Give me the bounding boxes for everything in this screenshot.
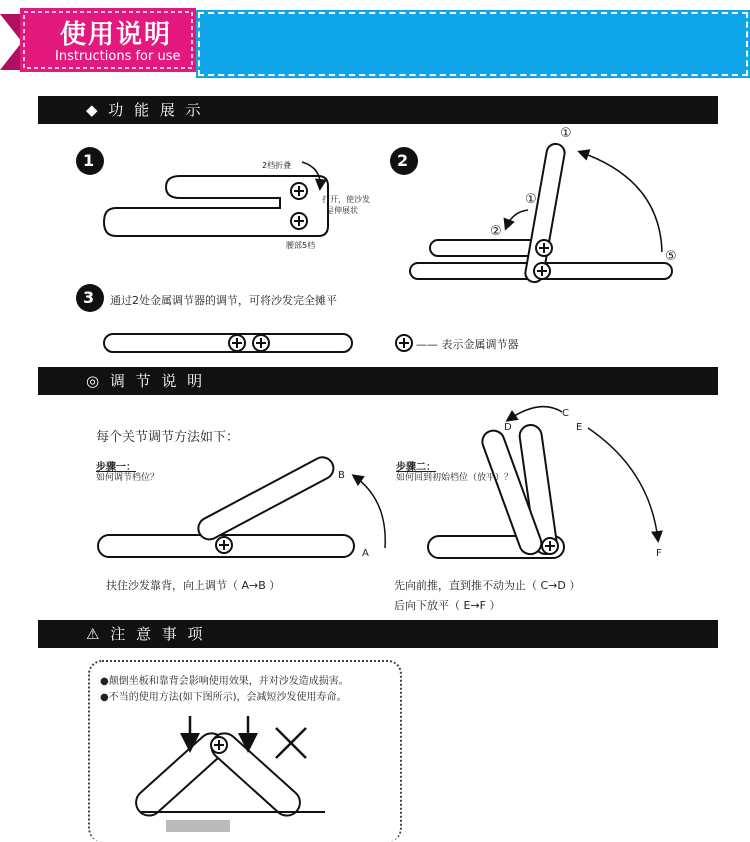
caution-note-2: ●不当的使用方法(如下图所示)，会减短沙发使用寿命。: [100, 692, 347, 703]
flat-description: 通过2处金属调节器的调节，可将沙发完全摊平: [110, 294, 337, 307]
badge-1-text: 1: [83, 151, 95, 170]
fig2-label-1b: ①: [525, 192, 537, 207]
step2-question: 如何回到初始档位（放平）？: [396, 473, 514, 483]
section-title-adjust: ◎ 调 节 说 明: [86, 372, 206, 390]
fig2-arrow-small: [506, 210, 528, 228]
caption-ab: 扶住沙发靠背，向上调节（ A→B ）: [106, 579, 281, 592]
label-d: D: [504, 422, 512, 433]
label-f: F: [656, 548, 662, 559]
section-title-caution: ⚠ 注 意 事 项: [86, 625, 206, 643]
badge-2-text: 2: [397, 151, 409, 170]
adjust-arrow-ab: [354, 476, 385, 548]
fig2-label-2: ②: [490, 224, 502, 239]
adjust-arrow-ef: [588, 428, 658, 540]
caution-note-1: ●颠倒坐板和靠背会影响使用效果，并对沙发造成损害。: [100, 676, 349, 687]
legend-adjuster-icon: [396, 335, 412, 351]
step1-question: 如何调节档位？: [96, 473, 160, 483]
fig2-label-1a: ①: [560, 126, 572, 141]
fold-label: 2档折叠: [262, 161, 292, 170]
step1-title: 步骤一：: [96, 462, 136, 473]
header-title-en: Instructions for use: [55, 49, 181, 64]
caption-ef: 后向下放平（ E→F ）: [394, 599, 501, 612]
open-label-2: 呈伸展状: [326, 206, 358, 215]
open-label: 打开，使沙发: [322, 195, 370, 204]
label-b: B: [338, 470, 345, 481]
label-a: A: [362, 548, 369, 559]
badge-3-text: 3: [83, 288, 95, 307]
adjust-intro: 每个关节调节方法如下：: [96, 430, 240, 445]
step2-title: 步骤二：: [396, 462, 436, 473]
header-title-cn: 使用说明: [60, 20, 173, 50]
fig2-arrow-big: [580, 152, 662, 252]
waist-label: 腰部5档: [286, 241, 316, 250]
fig2-label-5: ⑤: [665, 249, 677, 264]
caption-cd: 先向前推，直到推不动为止（ C→D ）: [394, 579, 581, 592]
legend-text: —— 表示金属调节器: [416, 338, 519, 351]
label-e: E: [576, 422, 583, 433]
adjust-fig2-sofa: [428, 424, 564, 558]
label-c: C: [562, 408, 569, 419]
adjust-arrow-cd: [508, 407, 562, 420]
section-title-features: ◆ 功 能 展 示: [86, 101, 204, 119]
